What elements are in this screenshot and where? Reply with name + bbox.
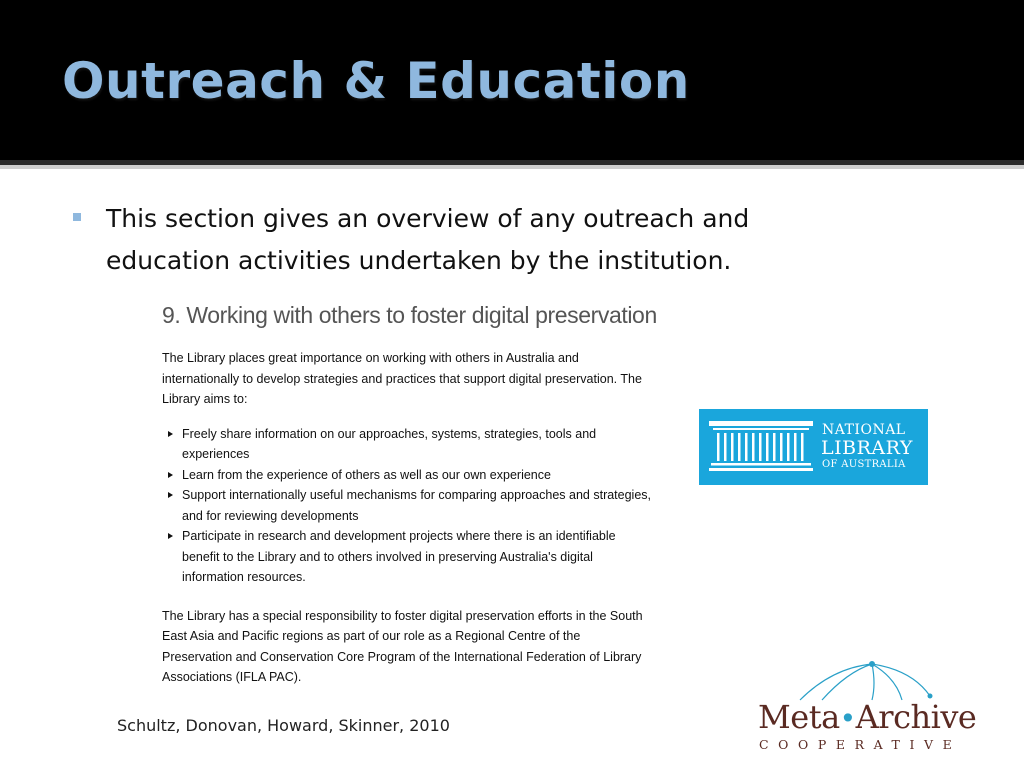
list-item-text: Freely share information on our approaches, systems, strategies, tools and experiences (182, 426, 597, 461)
title-divider-light (0, 165, 1024, 169)
nla-logo-line1: NATIONAL (822, 422, 906, 438)
library-building-icon (707, 419, 815, 475)
bullet-square-icon (73, 213, 81, 221)
wordmark-dot-icon: • (839, 702, 856, 735)
list-item (160, 424, 652, 465)
metaarchive-logo (752, 656, 982, 756)
excerpt-intro: The Library places great importance on working with others in Australia and internationally to develop strategies and practices that support digital preservation. The Library aims to: (162, 351, 642, 406)
list-item (160, 485, 652, 526)
excerpt-heading: 9. Working with others to foster digital preservation (162, 302, 657, 328)
title-band (0, 0, 1024, 160)
excerpt-list (160, 424, 660, 588)
metaarchive-wordmark (758, 698, 976, 736)
national-library-logo (699, 409, 928, 485)
triangle-bullet-icon (168, 533, 173, 539)
list-item-text: Learn from the experience of others as well as our own experience (182, 467, 551, 482)
list-item-text: Support internationally useful mechanisms for comparing approaches and strategies, and for reviewing developments (182, 488, 652, 523)
list-item-text: Participate in research and development projects where there is an identifiable benefit to the Library and to others involved in preserving Australia's digital information resources. (182, 529, 616, 584)
list-item (160, 465, 652, 486)
metaarchive-name-part2: Archive (855, 698, 977, 736)
bullet-text: This section gives an overview of any outreach and education activities undertaken by the institution. (106, 204, 750, 275)
citation: Schultz, Donovan, Howard, Skinner, 2010 (117, 716, 450, 735)
metaarchive-name-part1: Meta (758, 698, 840, 736)
nla-logo-line2: LIBRARY (821, 437, 913, 459)
triangle-bullet-icon (168, 431, 173, 437)
slide-title: Outreach & Education (62, 52, 690, 110)
document-excerpt (160, 296, 660, 716)
list-item (160, 526, 652, 588)
triangle-bullet-icon (168, 472, 173, 478)
triangle-bullet-icon (168, 492, 173, 498)
excerpt-closing: The Library has a special responsibility to foster digital preservation efforts in the South East Asia and Pacific regions as part of our role as a Regional Centre of the Preservation and Conservation Core Program of the International Federation of Library Associations (IFLA PAC). (162, 608, 643, 684)
metaarchive-subtitle: COOPERATIVE (759, 737, 962, 752)
nla-logo-line3: OF AUSTRALIA (822, 459, 906, 470)
